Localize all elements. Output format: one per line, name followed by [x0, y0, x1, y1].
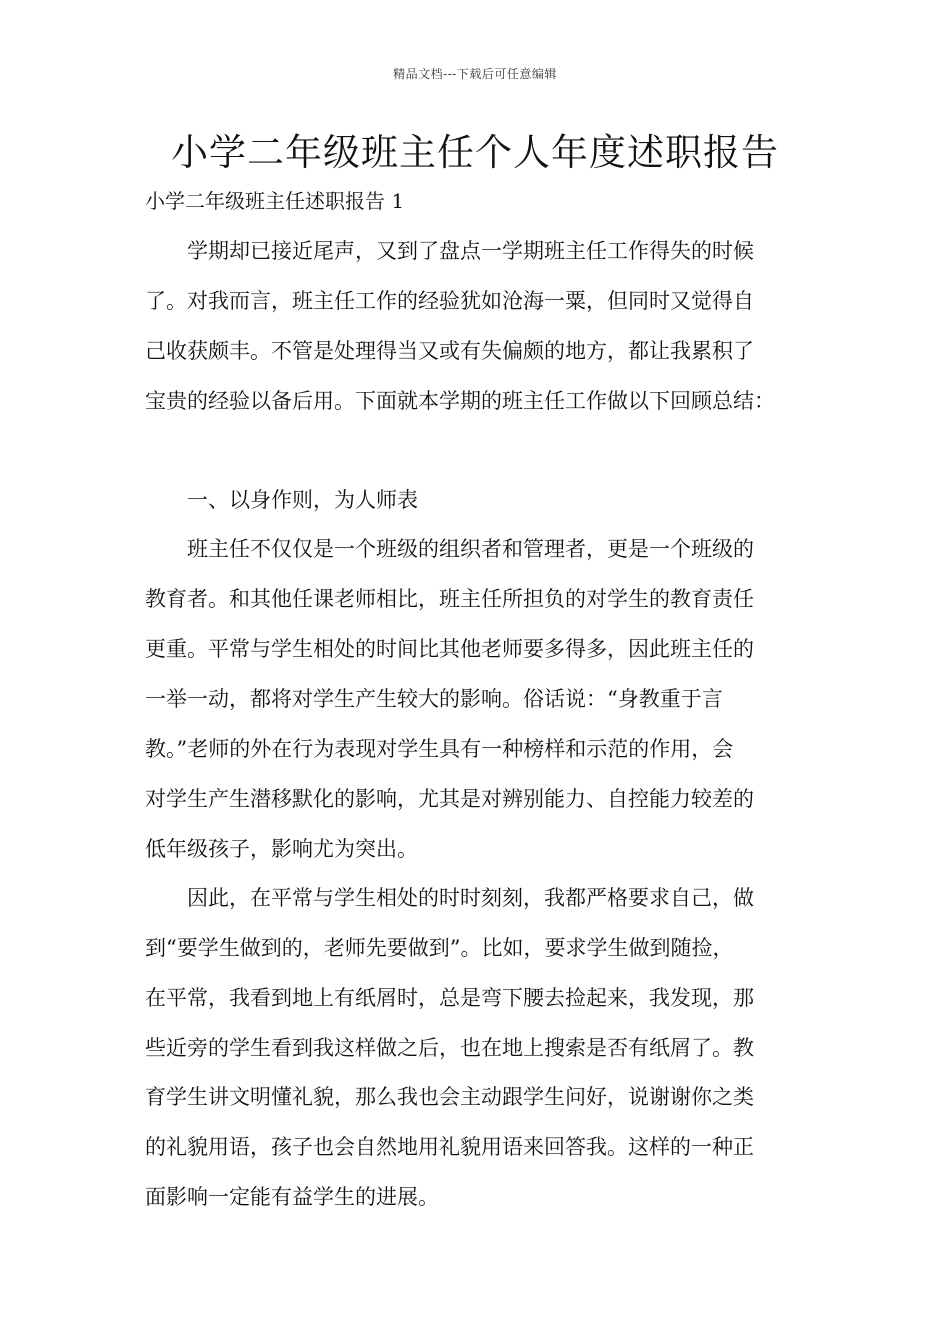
body-line: 一举一动，都将对学生产生较大的影响。俗话说：“身教重于言 — [145, 687, 723, 711]
header-note: 精品文档---下载后可任意编辑 — [393, 67, 557, 81]
body-line: 学期却已接近尾声，又到了盘点一学期班主任工作得失的时候 — [145, 239, 754, 263]
body-line: 些近旁的学生看到我这样做之后，也在地上搜索是否有纸屑了。教 — [145, 1036, 754, 1060]
body-line: 在平常，我看到地上有纸屑时，总是弯下腰去捡起来，我发现，那 — [145, 986, 754, 1010]
body-line: 宝贵的经验以备后用。下面就本学期的班主任工作做以下回顾总结： — [145, 389, 775, 413]
body-line: 教。”老师的外在行为表现对学生具有一种榜样和示范的作用，会 — [145, 737, 734, 761]
body-line: 对学生产生潜移默化的影响，尤其是对辨别能力、自控能力较差的 — [145, 787, 754, 811]
body-line: 育学生讲文明懂礼貌，那么我也会主动跟学生问好，说谢谢你之类 — [145, 1085, 754, 1109]
body-line: 因此，在平常与学生相处的时时刻刻，我都严格要求自己，做 — [145, 886, 754, 910]
body-line: 低年级孩子，影响尤为突出。 — [145, 837, 418, 861]
body-line: 的礼貌用语，孩子也会自然地用礼貌用语来回答我。这样的一种正 — [145, 1135, 754, 1159]
body-line: 教育者。和其他任课老师相比，班主任所担负的对学生的教育责任 — [145, 587, 754, 611]
body-line: 班主任不仅仅是一个班级的组织者和管理者，更是一个班级的 — [145, 537, 754, 561]
body-line: 更重。平常与学生相处的时间比其他老师要多得多，因此班主任的 — [145, 637, 754, 661]
document-title: 小学二年级班主任个人年度述职报告 — [171, 131, 779, 174]
body-line: 己收获颇丰。不管是处理得当又或有失偏颇的地方，都让我累积了 — [145, 339, 754, 363]
document-subtitle: 小学二年级班主任述职报告 1 — [145, 189, 405, 213]
section-heading: 一、以身作则，为人师表 — [145, 488, 418, 512]
body-line: 到“要学生做到的，老师先要做到”。比如，要求学生做到随捡， — [145, 936, 734, 960]
body-line: 了。对我而言，班主任工作的经验犹如沧海一粟，但同时又觉得自 — [145, 289, 754, 313]
body-line: 面影响一定能有益学生的进展。 — [145, 1185, 439, 1209]
